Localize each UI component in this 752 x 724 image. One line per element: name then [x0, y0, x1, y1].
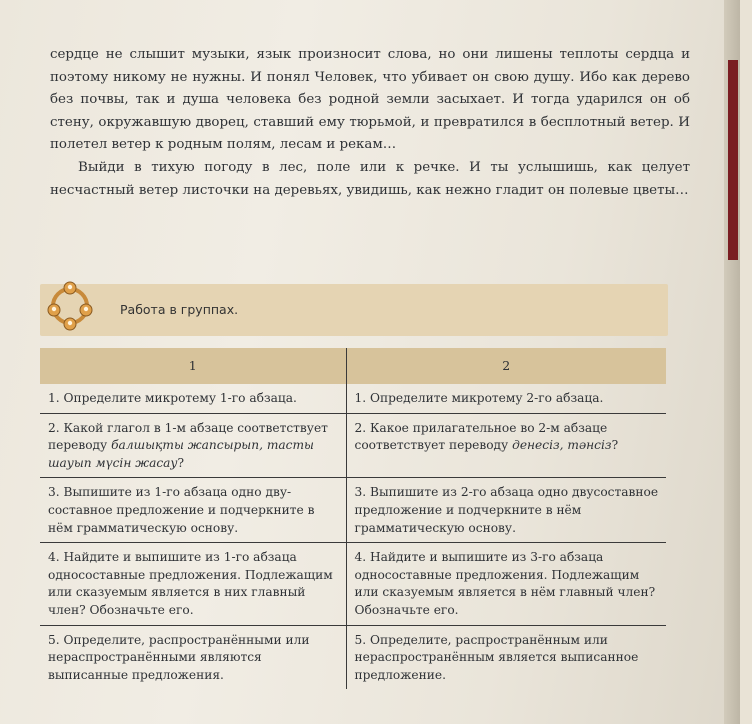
section-title: Работа в группах.: [120, 302, 239, 317]
group-work-icon: [44, 280, 96, 332]
kazakh-phrase: денесіз, тәнсіз: [512, 438, 612, 453]
group-tasks-table: [40, 348, 666, 689]
task-text: 2. Какой глагол в 1-м абзаце соответствует переводу: [48, 420, 328, 453]
column-header-group-2: 2: [346, 348, 666, 384]
table-row: [40, 543, 666, 625]
group-work-banner: [40, 284, 668, 336]
reading-passage: [50, 44, 690, 202]
task-cell: 5. Определите, распространёнными или нераспространёнными являются выписанные предложения.: [40, 625, 346, 689]
task-cell: 4. Найдите и выпишите из 1-го абзаца односоставные предложения. Подлежащим или сказуемым является в них главный член? Обозначьте его.: [40, 543, 346, 625]
task-cell: 1. Определите микротему 1-го абзаца.: [40, 384, 346, 413]
table-row: [40, 384, 666, 413]
table-row: [40, 413, 666, 478]
task-text: 2. Какое прилагательное во 2-м абзаце соответствует переводу: [354, 420, 608, 453]
bookmark-ribbon: [728, 60, 738, 260]
task-cell: 3. Выпишите из 2-го абзаца одно двусоставное предложение и подчеркните в нём грамматическую основу.: [346, 478, 666, 543]
kazakh-phrase: балшықты жапсырып, тасты шауып мүсін жасау: [48, 438, 314, 470]
task-cell: 5. Определите, распространённым или нераспространённым является выписанное предложение.: [354, 632, 639, 682]
table-row: [40, 478, 666, 543]
table-header-row: [40, 348, 666, 384]
passage-paragraph-2: Выйди в тихую погоду в лес, поле или к речке. И ты услышишь, как целует несчастный ветер листочки на деревьях, увидишь, как нежно гладит он полевые цветы…: [50, 159, 690, 198]
column-header-group-1: 1: [40, 348, 346, 384]
passage-paragraph-1: сердце не слышит музыки, язык произносит слова, но они лишены теплоты сердца и поэтому никому не нужны. И понял Человек, что убивает он свою душу. Ибо как дерево без почвы, так и душа человека без родной земли засыхает. И тогда ударился он об стену, окружавшую дворец, ставший ему тюрьмой, и превратился в бесплотный ветер. И полетел ветер к родным полям, лесам и рекам…: [50, 47, 690, 153]
table-row: [40, 625, 666, 689]
task-text: ?: [611, 438, 619, 453]
task-cell: 3. Выпишите из 1-го абзаца одно двусоставное предложение и подчеркните в нём грамматическую основу.: [40, 478, 346, 543]
task-cell: [40, 413, 346, 478]
task-cell: [346, 413, 666, 478]
task-text: ?: [177, 455, 185, 470]
task-cell: 1. Определите микротему 2-го абзаца.: [346, 384, 666, 413]
task-cell: 4. Найдите и выпишите из 3-го абзаца односоставные предложения. Подлежащим или сказуемым является в нём главный член? Обозначьте его.: [346, 543, 666, 625]
